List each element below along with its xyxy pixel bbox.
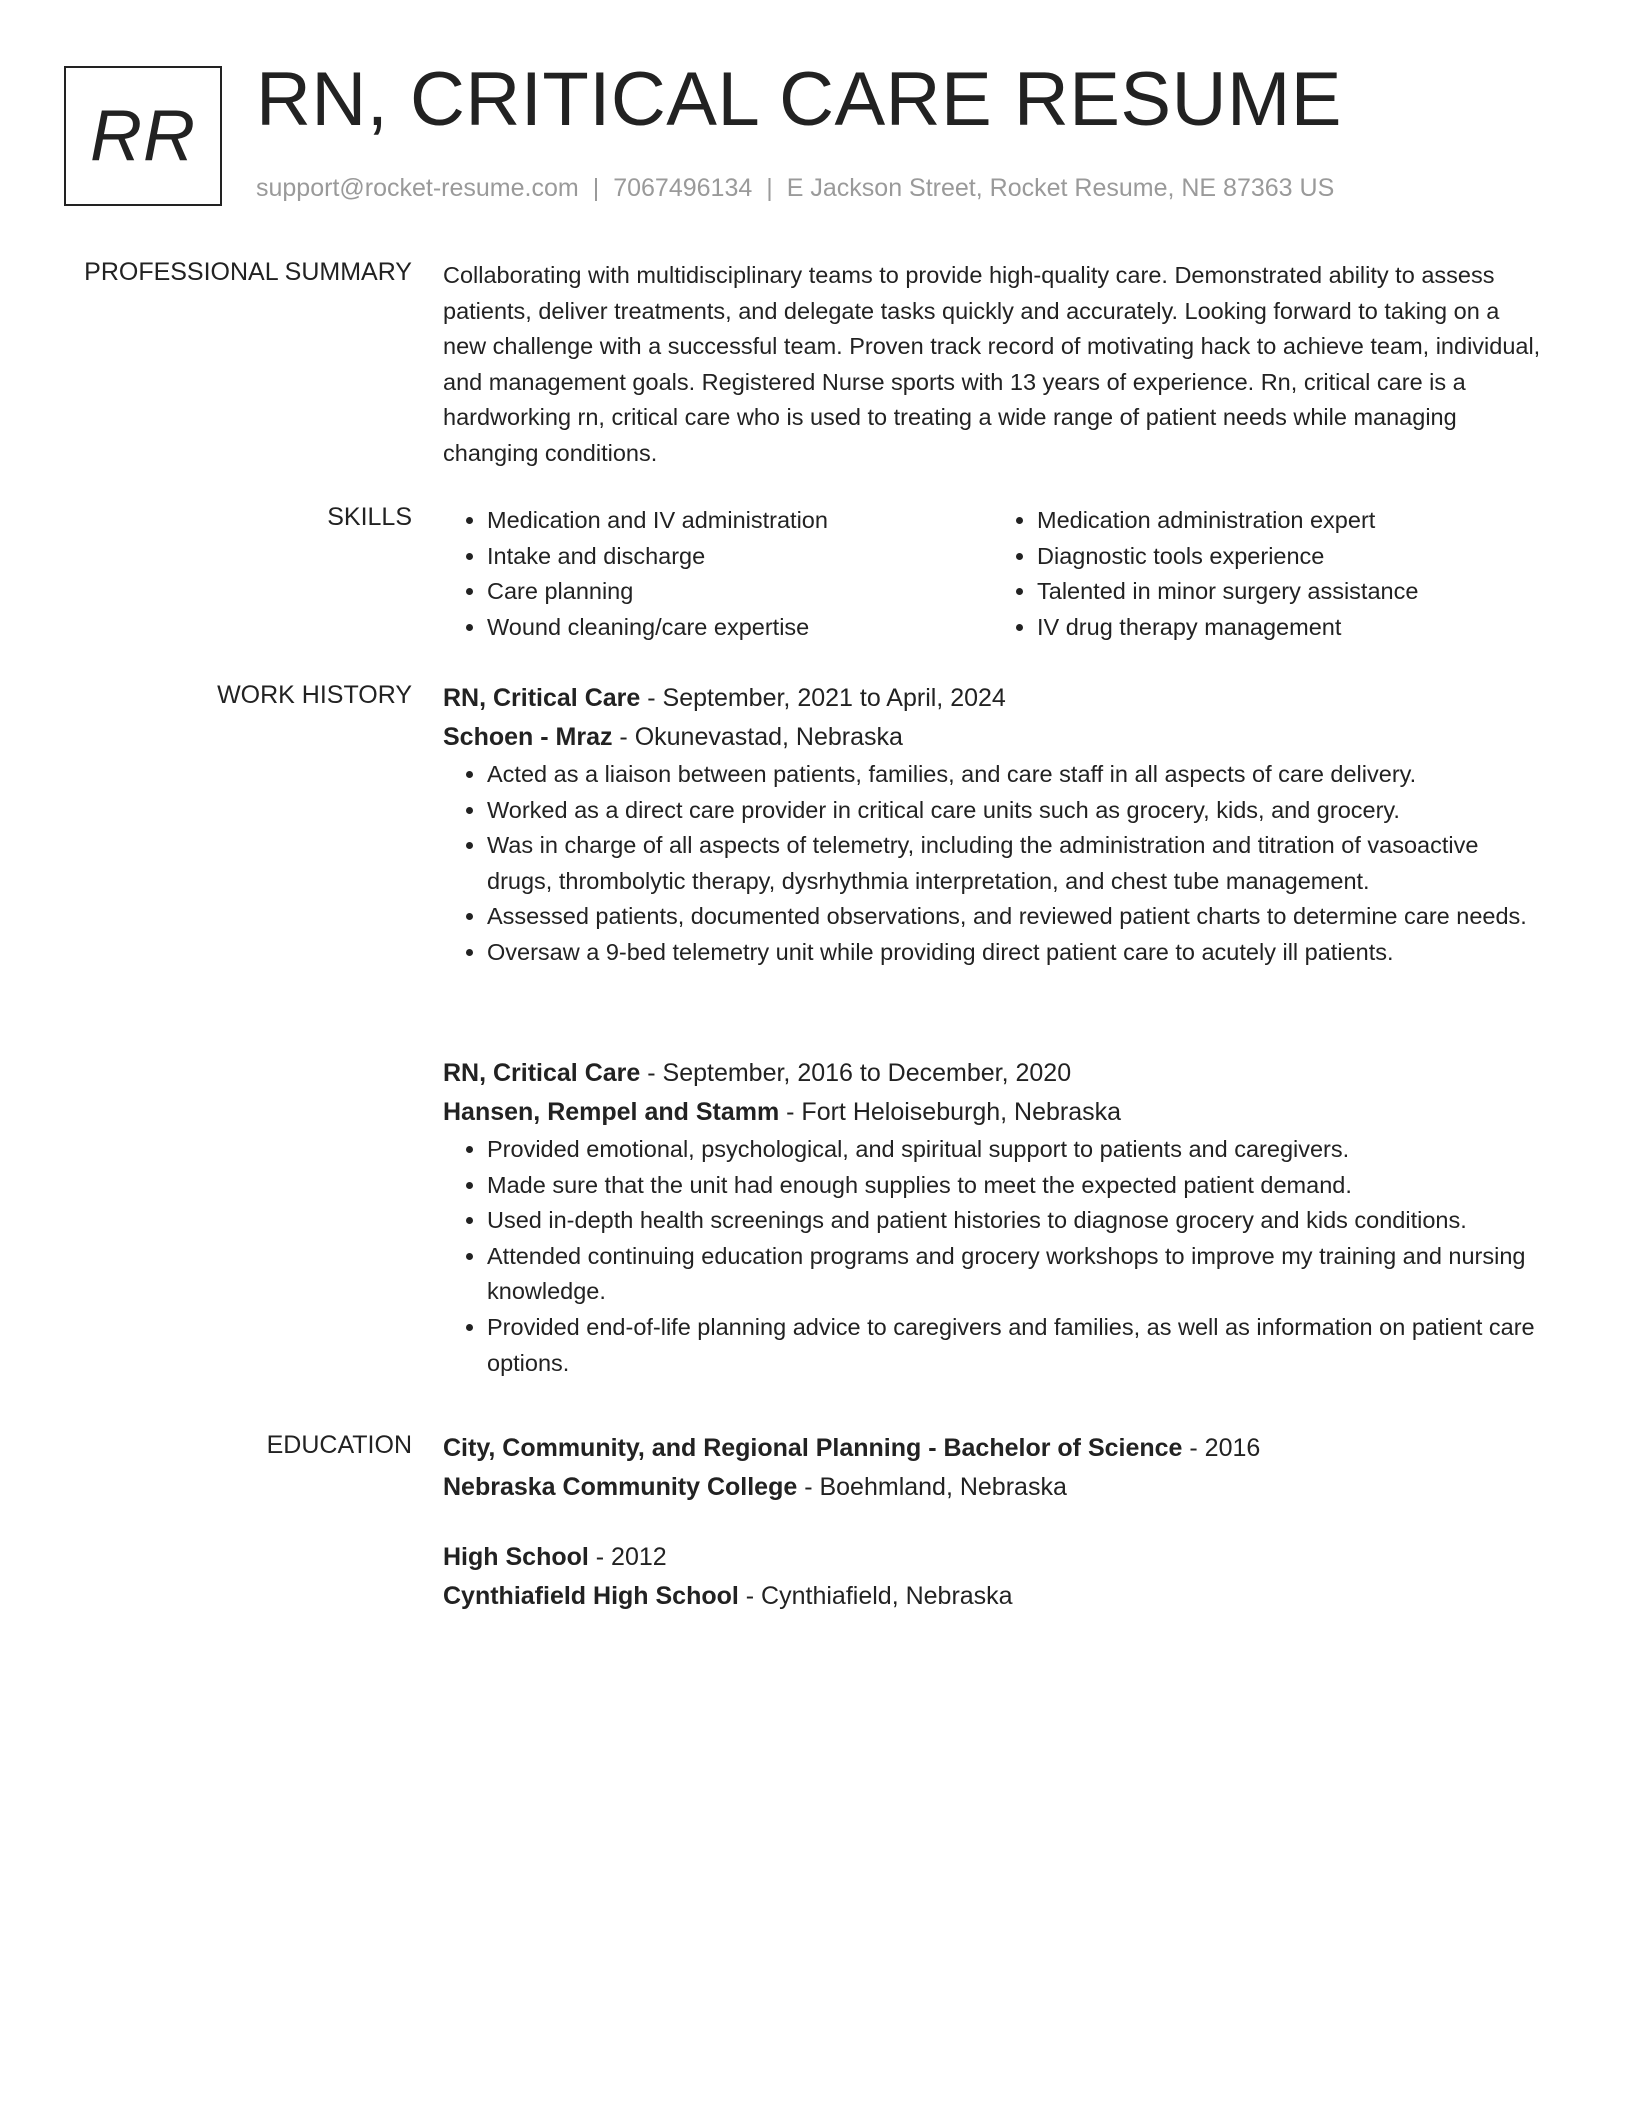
job-duty: • Made sure that the unit had enough supplies to meet the expected patient demand. bbox=[487, 1168, 1543, 1204]
education-degree-line bbox=[443, 1538, 1543, 1577]
education-school-line bbox=[443, 1468, 1543, 1507]
education-entry bbox=[443, 1538, 1543, 1616]
education-degree: High School bbox=[443, 1543, 589, 1571]
job-employer-line bbox=[443, 1093, 1543, 1132]
education-school: Cynthiafield High School bbox=[443, 1582, 739, 1610]
skill-item: • Medication administration expert bbox=[1037, 503, 1543, 539]
education-body-2 bbox=[443, 1538, 1543, 1616]
education-heading: EDUCATION bbox=[266, 1431, 412, 1459]
education-school-line bbox=[443, 1577, 1543, 1616]
education-location: - Cynthiafield, Nebraska bbox=[738, 1582, 1013, 1610]
job-duty: • Was in charge of all aspects of telemetry, including the administration and titration of vasoactive drugs, thrombolytic therapy, dysrhythmia interpretation, and chest tube management. bbox=[487, 828, 1543, 899]
job-company: Schoen - Mraz bbox=[443, 723, 613, 751]
job-title-line bbox=[443, 679, 1543, 718]
skill-item: • IV drug therapy management bbox=[1037, 610, 1543, 646]
job-employer-line bbox=[443, 718, 1543, 757]
skill-item: • Intake and discharge bbox=[487, 539, 993, 575]
skills-heading: SKILLS bbox=[327, 503, 412, 531]
skill-item: • Medication and IV administration bbox=[487, 503, 993, 539]
summary-heading: PROFESSIONAL SUMMARY bbox=[84, 258, 412, 286]
job-location: - Okunevastad, Nebraska bbox=[612, 723, 903, 751]
education-body bbox=[443, 1429, 1543, 1507]
job-entry bbox=[443, 1054, 1543, 1381]
job-dates: - September, 2016 to December, 2020 bbox=[640, 1059, 1072, 1087]
education-school: Nebraska Community College bbox=[443, 1473, 798, 1501]
page-title: RN, CRITICAL CARE RESUME bbox=[256, 57, 1342, 142]
job-dates: - September, 2021 to April, 2024 bbox=[640, 684, 1006, 712]
skill-item: • Talented in minor surgery assistance bbox=[1037, 574, 1543, 610]
job-duty: • Assessed patients, documented observations, and reviewed patient charts to determine care needs. bbox=[487, 899, 1543, 935]
contact-separator: | bbox=[766, 174, 773, 202]
summary-text: Collaborating with multidisciplinary teams to provide high-quality care. Demonstrated ability to assess patients, deliver treatments, and delegate tasks quickly and accurately. Looking forward to taking on a new challenge with a successful team. Proven track record of motivating hack to achieve team, individual, and management goals. Registered Nurse sports with 13 years of experience. Rn, critical care is a hardworking rn, critical care who is used to treating a wide range of patient needs while managing changing conditions. bbox=[443, 262, 1541, 466]
contact-phone: 7067496134 bbox=[613, 174, 753, 202]
work-history-heading: WORK HISTORY bbox=[217, 681, 412, 709]
work-history-body bbox=[443, 679, 1543, 971]
contact-line bbox=[256, 174, 1334, 203]
skill-item: • Diagnostic tools experience bbox=[1037, 539, 1543, 575]
job-duties-list bbox=[443, 757, 1543, 971]
job-duty: • Worked as a direct care provider in critical care units such as grocery, kids, and grocery. bbox=[487, 793, 1543, 829]
skills-body bbox=[443, 503, 1543, 645]
education-degree: City, Community, and Regional Planning - Bachelor of Science bbox=[443, 1434, 1183, 1462]
contact-email: support@rocket-resume.com bbox=[256, 174, 579, 202]
job-duty: • Provided emotional, psychological, and spiritual support to patients and caregivers. bbox=[487, 1132, 1543, 1168]
skills-list-right bbox=[993, 503, 1543, 645]
job-duty: • Acted as a liaison between patients, families, and care staff in all aspects of care delivery. bbox=[487, 757, 1543, 793]
job-title: RN, Critical Care bbox=[443, 1059, 641, 1087]
job-duty: • Attended continuing education programs and grocery workshops to improve my training and nursing knowledge. bbox=[487, 1239, 1543, 1310]
job-title: RN, Critical Care bbox=[443, 684, 641, 712]
summary-body bbox=[443, 258, 1543, 472]
job-duty: • Provided end-of-life planning advice to caregivers and families, as well as information on patient care options. bbox=[487, 1310, 1543, 1381]
work-history-body-2 bbox=[443, 1054, 1543, 1381]
job-duties-list bbox=[443, 1132, 1543, 1381]
contact-address: E Jackson Street, Rocket Resume, NE 87363 US bbox=[786, 174, 1335, 202]
education-year: - 2016 bbox=[1182, 1434, 1261, 1462]
job-duty: • Oversaw a 9-bed telemetry unit while providing direct patient care to acutely ill patients. bbox=[487, 935, 1543, 971]
job-title-line bbox=[443, 1054, 1543, 1093]
skill-item: • Care planning bbox=[487, 574, 993, 610]
job-location: - Fort Heloiseburgh, Nebraska bbox=[779, 1098, 1122, 1126]
education-location: - Boehmland, Nebraska bbox=[797, 1473, 1067, 1501]
education-entry bbox=[443, 1429, 1543, 1507]
job-duty: • Used in-depth health screenings and patient histories to diagnose grocery and kids conditions. bbox=[487, 1203, 1543, 1239]
education-year: - 2012 bbox=[588, 1543, 667, 1571]
job-company: Hansen, Rempel and Stamm bbox=[443, 1098, 780, 1126]
skills-list-left bbox=[443, 503, 993, 645]
contact-separator: | bbox=[592, 174, 600, 202]
monogram-logo: RR bbox=[64, 66, 222, 206]
education-degree-line bbox=[443, 1429, 1543, 1468]
job-entry bbox=[443, 679, 1543, 971]
skill-item: • Wound cleaning/care expertise bbox=[487, 610, 993, 646]
